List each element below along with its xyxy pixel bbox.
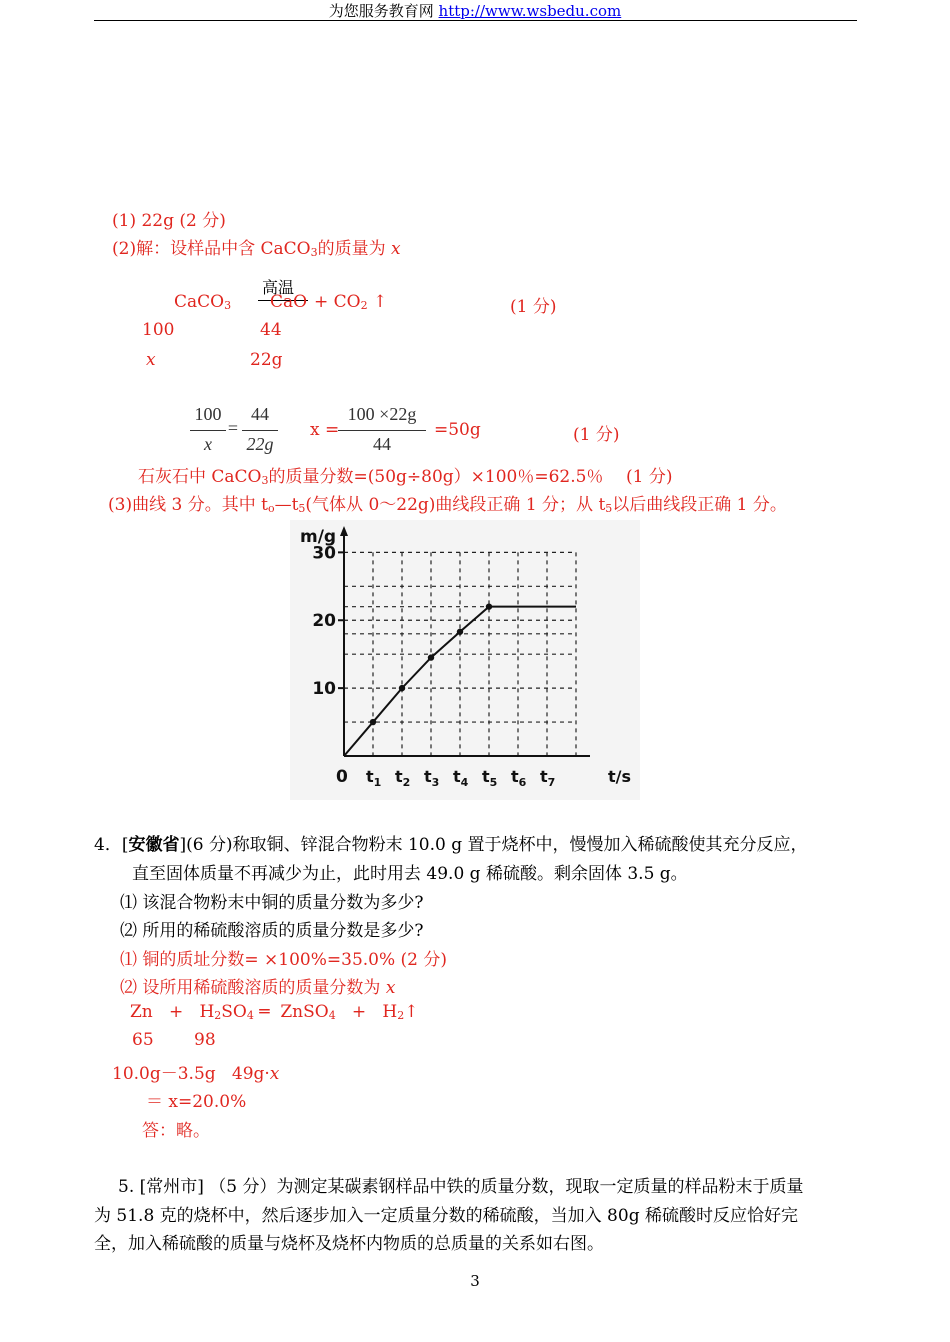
eq-znso4-text: ZnSO [280,1002,329,1022]
q4-line1 [94,830,808,855]
q4-equation [130,1002,418,1022]
reaction-condition: 高温 [262,278,295,297]
curve-note-b: —t [274,495,299,515]
chart-background [290,520,640,800]
q4-result: ＝ x=20.0% [146,1092,247,1112]
q4-mass-h2so4: 98 [194,1030,216,1050]
q5-line3: 全，加入稀硫酸的质量与烧杯及烧杯内物质的总质量的关系如右图。 [94,1234,604,1254]
eq-h2so4-so: SO [221,1002,247,1022]
q4-province: 安徽省 [128,835,180,855]
reactant-caco3: CaCO$_3$ [174,292,232,312]
calc-result: =50g [434,420,481,440]
q5-line1: 5. [常州市] （5 分）为测定某碳素钢样品中铁的质量分数，现取一定质量的样品粉末于质量 [118,1177,804,1197]
q5-line2: 为 51.8 克的烧杯中，然后逐步加入一定质量分数的稀硫酸，当加入 80g 稀硫酸时反应恰好完 [94,1206,798,1226]
header-rule [94,20,857,21]
mass-caco3: 100 [142,320,175,340]
eq-plus-2: + [351,1002,367,1022]
frac-right-den: 22g [246,434,274,454]
eq-zn: Zn [130,1002,153,1022]
site-name: 为您服务教育网 [328,2,434,20]
eq-plus-1: + [168,1002,184,1022]
y-tick-label: 30 [312,543,336,564]
mass-fraction-a: 石灰石中 CaCO [138,467,262,487]
mass-co2: 44 [260,320,282,340]
curve-scoring-note: (3)曲线 3 分。其中 $t_o—t_5$(气体从 0～22g)曲线段正确 1 分；从 $t_5$以后曲线段正确 1 分。 [108,495,787,515]
calc-denominator: 44 [373,434,391,454]
frac-right-line [242,430,278,431]
x-tick-label: $t_6$ [511,767,527,789]
q4-number: 4．[ [94,835,129,855]
x-tick-label: $t_1$ [366,767,382,789]
q4-sub2: ⑵ 所用的稀硫酸溶质的质量分数是多少? [120,921,424,941]
answer-2-lead: (2)解：设样品中含 CaCO [112,239,311,259]
q4-given [112,1059,279,1084]
answer-2-tail: 的质量为 [317,239,391,259]
x-tick-label: $t_4$ [453,767,469,789]
x-tick-label: $t_5$ [482,767,498,789]
eq-h2-text: H [382,1002,398,1022]
x-tick-label: $t_7$ [540,767,556,789]
eq-h2so4: $H_2SO_4$ [199,1002,254,1022]
curve-note-c: (气体从 0～22g)曲线段正确 1 分；从 t [305,495,606,515]
y-axis-label: m/g [300,527,337,547]
q4-given-b: 49g· [231,1064,270,1084]
q4-given-x: x [269,1064,280,1084]
q4-answer1: ⑴ 铜的质址分数= ×100%=35.0% (2 分) [120,950,448,970]
origin-label: 0 [336,767,348,787]
eq-h2so4-h: H [199,1002,215,1022]
q4-sub1: ⑴ 该混合物粉末中铜的质量分数为多少? [120,893,424,913]
gas-arrow: ↑ [373,292,388,312]
product-co2-text: + CO [314,292,361,312]
mass-fraction-line: 石灰石中 CaCO$_3$的质量分数=(50g÷80g）×100％=62.5％ [138,467,604,487]
data-point [486,603,492,609]
curve-note-a: (3)曲线 3 分。其中 t [108,495,268,515]
proportion-equals: = [227,418,239,438]
product-co2: + $CO_2$ ↑ [314,292,388,312]
answer-2-intro: (2)解：设样品中含 CaCO$_3$的质量为 x [112,239,401,259]
product-cao: CaO [270,292,308,312]
curve-note-d: 以后曲线段正确 1 分。 [612,495,787,515]
given-22g: 22g [250,350,283,370]
q4-answer2 [120,973,395,998]
answer-1: (1) 22g (2 分) [112,211,226,231]
eq-h2: $H_2$ [382,1002,405,1022]
calc-line [338,430,426,431]
q4-variable-x: x [385,978,396,998]
eq-znso4: ZnSO$_4$ [280,1002,336,1022]
score-proportion: (1 分) [573,425,620,445]
unknown-x-text: x [146,350,156,370]
y-tick-label: 10 [312,679,336,700]
q4-answer-final: 答：略。 [142,1121,210,1141]
eq-gas-arrow: ↑ [404,1002,419,1022]
page-number: 3 [470,1272,480,1290]
frac-left-den: x [204,434,212,454]
x-axis-label: t/s [608,767,632,786]
data-point [428,654,434,660]
frac-left-line [190,430,226,431]
score-mass-fraction: (1 分) [626,467,673,487]
q4-line2: 直至固体质量不再减少为止，此时用去 49.0 g 稀硫酸。剩余固体 3.5 g。 [132,864,688,884]
frac-right-num: 44 [251,404,269,424]
reactant-caco3-text: CaCO [174,292,225,312]
y-tick-label: 20 [312,611,336,632]
calc-numerator: 100 ×22g [347,404,417,424]
variable-x: x [390,239,401,259]
x-equals: x = [310,420,340,440]
data-point [457,629,463,635]
frac-left-num: 100 [194,404,222,424]
page-header [0,0,950,21]
q4-line1-text: ](6 分)称取铜、锌混合物粉末 10.0 g 置于烧杯中，慢慢加入稀硫酸使其充分反应， [179,835,808,855]
q4-mass-zn: 65 [132,1030,154,1050]
mass-fraction-b: 的质量分数=(50g÷80g）×100％=62.5％ [268,467,604,487]
site-link[interactable]: http://www.wsbedu.com [438,2,622,20]
x-tick-label: $t_2$ [395,767,411,789]
score-eq1: (1 分) [510,297,557,317]
eq-equal: ═ [259,1002,270,1022]
x-tick-label: $t_3$ [424,767,440,789]
mass-time-chart [290,520,640,800]
data-point [370,719,376,725]
unknown-x [146,350,156,370]
q4-answer2-text: ⑵ 设所用稀硫酸溶质的质量分数为 [120,978,386,998]
data-point [399,685,405,691]
q4-given-a: 10.0g－3.5g [112,1064,216,1084]
